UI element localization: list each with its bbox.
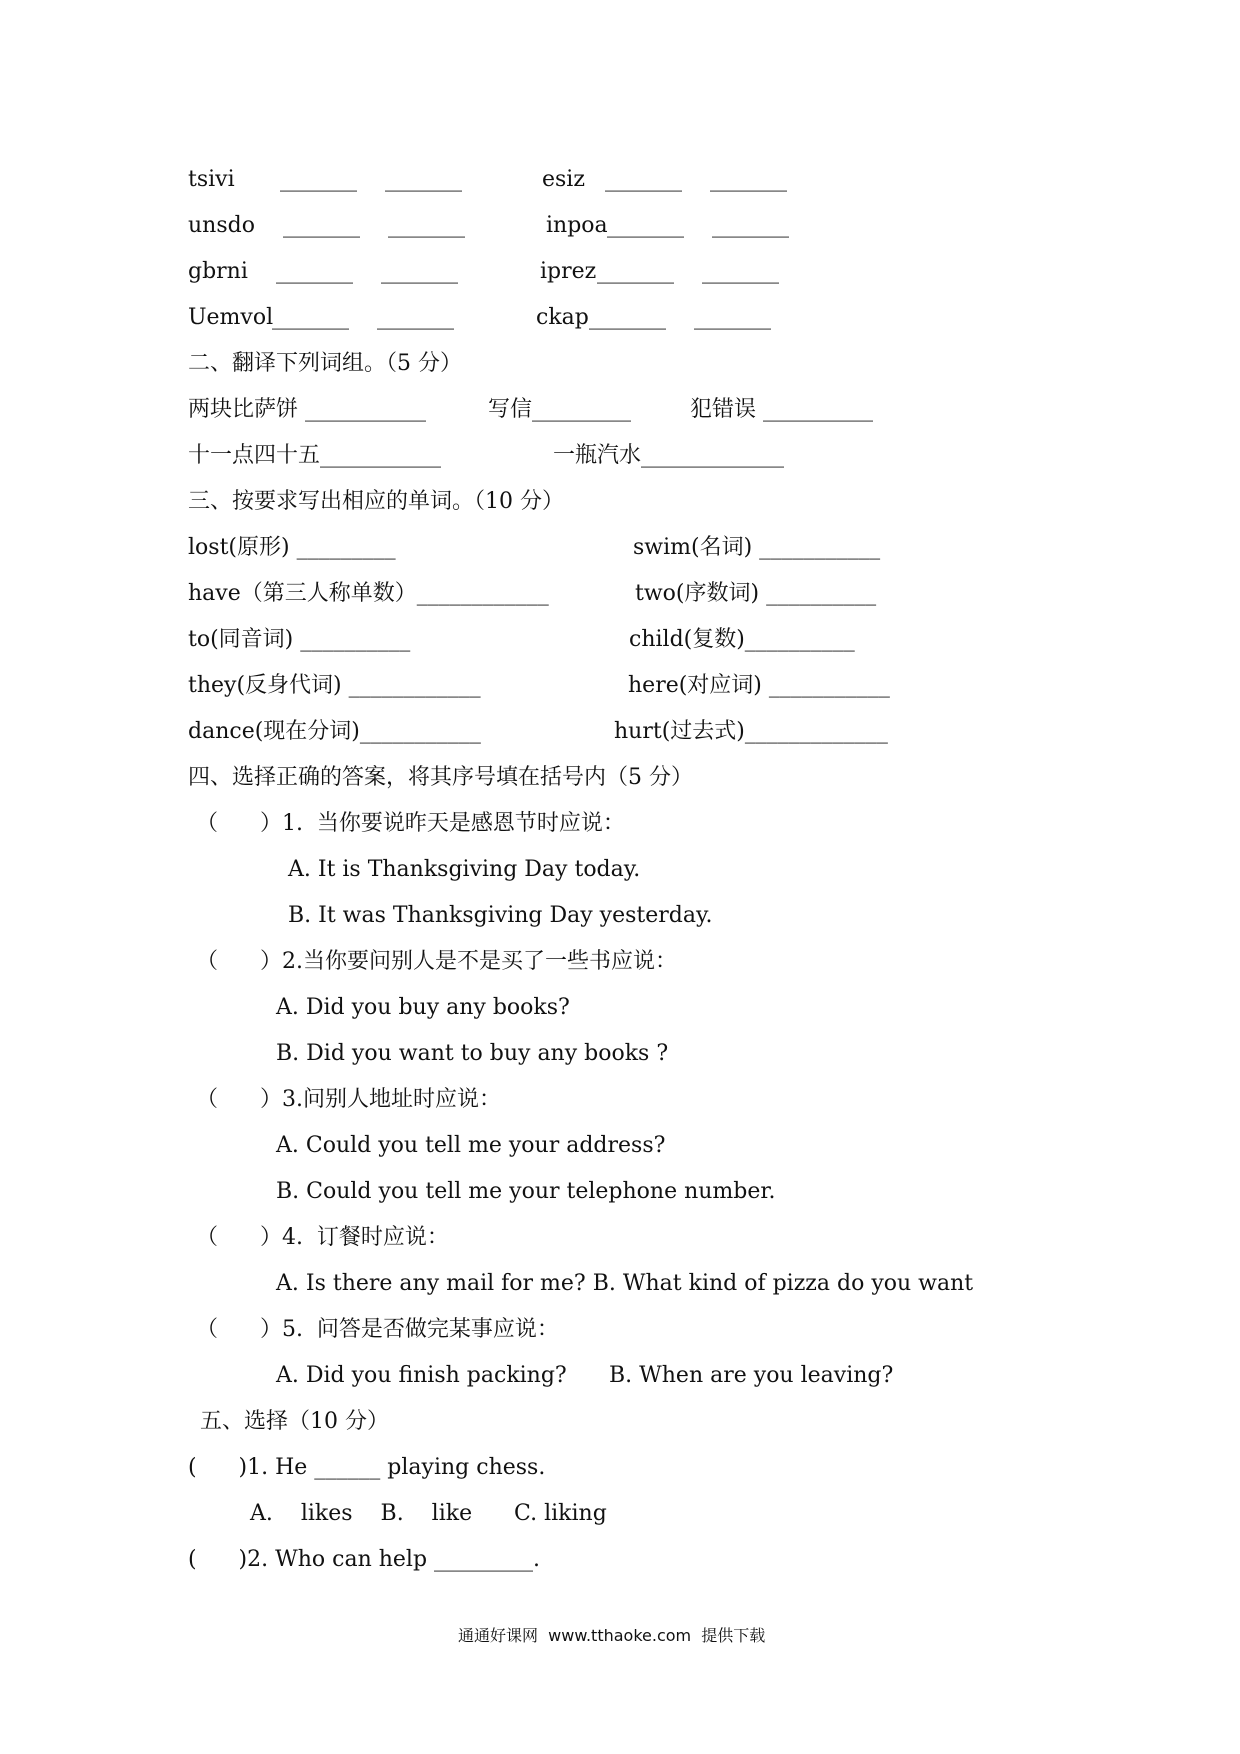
scramble-word: esiz — [542, 167, 585, 192]
answer-blanks[interactable]: _______ _______ — [605, 167, 787, 192]
section-heading: 五、选择（10 分） — [200, 1409, 389, 1434]
translation-item[interactable]: 一瓶汽水_____________ — [553, 443, 785, 468]
section-heading: 二、翻译下列词组。（5 分） — [188, 351, 462, 376]
option: A. It is Thanksgiving Day today. — [288, 857, 641, 882]
question[interactable]: ( )1. He ______ playing chess. — [188, 1455, 546, 1480]
option: A. Is there any mail for me? B. What kind of pizza do you want — [276, 1271, 974, 1296]
answer-blanks[interactable]: _______ _______ — [276, 259, 458, 284]
word-form-item[interactable]: hurt(过去式)_____________ — [614, 719, 888, 744]
scramble-word: gbrni — [188, 259, 248, 284]
answer-blanks[interactable]: _______ _______ — [597, 259, 779, 284]
question[interactable]: （ ）1. 当你要说昨天是感恩节时应说： — [196, 811, 625, 836]
question[interactable]: （ ）3.问别人地址时应说： — [196, 1087, 501, 1112]
word-form-item[interactable]: child(复数)__________ — [629, 627, 855, 652]
option: A. Did you buy any books? — [276, 995, 570, 1020]
translation-item[interactable]: 两块比萨饼 ___________ — [188, 397, 426, 422]
answer-blanks[interactable]: _______ _______ — [272, 305, 454, 330]
question[interactable]: （ ）2.当你要问别人是不是买了一些书应说： — [196, 949, 677, 974]
answer-blanks[interactable]: _______ _______ — [589, 305, 771, 330]
answer-blanks[interactable]: _______ _______ — [283, 213, 465, 238]
word-form-item[interactable]: two(序数词) __________ — [635, 581, 877, 606]
translation-item[interactable]: 十一点四十五___________ — [188, 443, 442, 468]
option: A. Could you tell me your address? — [276, 1133, 666, 1158]
translation-item[interactable]: 犯错误 __________ — [690, 397, 873, 422]
question[interactable]: （ ）4. 订餐时应说： — [196, 1225, 449, 1250]
word-form-item[interactable]: have（第三人称单数）____________ — [188, 581, 549, 606]
word-form-item[interactable]: here(对应词) ___________ — [628, 673, 890, 698]
answer-blanks[interactable]: _______ _______ — [280, 167, 462, 192]
option: B. Did you want to buy any books ? — [276, 1041, 669, 1066]
scramble-word: unsdo — [188, 213, 255, 238]
translation-item[interactable]: 写信_________ — [488, 397, 632, 422]
word-form-item[interactable]: to(同音词) __________ — [188, 627, 411, 652]
section-heading: 三、按要求写出相应的单词。（10 分） — [188, 489, 564, 514]
word-form-item[interactable]: lost(原形) _________ — [188, 535, 396, 560]
scramble-word: ckap — [536, 305, 589, 330]
option: B. When are you leaving? — [609, 1363, 894, 1388]
scramble-word: inpoa — [546, 213, 608, 238]
word-form-item[interactable]: dance(现在分词)___________ — [188, 719, 481, 744]
option: B. It was Thanksgiving Day yesterday. — [288, 903, 713, 928]
option: A. likes B. like C. liking — [250, 1501, 607, 1526]
question[interactable]: ( )2. Who can help _________. — [188, 1547, 541, 1572]
question[interactable]: （ ）5. 问答是否做完某事应说： — [196, 1317, 559, 1342]
answer-blanks[interactable]: _______ _______ — [607, 213, 789, 238]
scramble-word: tsivi — [188, 167, 235, 192]
section-heading: 四、选择正确的答案，将其序号填在括号内（5 分） — [188, 765, 693, 790]
word-form-item[interactable]: they(反身代词) ____________ — [188, 673, 481, 698]
scramble-word: iprez — [540, 259, 597, 284]
scramble-word: Uemvol — [188, 305, 274, 330]
word-form-item[interactable]: swim(名词) ___________ — [633, 535, 881, 560]
option: B. Could you tell me your telephone number. — [276, 1179, 776, 1204]
footer-credit: 通通好课网 www.tthaoke.com 提供下载 — [458, 1626, 766, 1645]
option: A. Did you finish packing? — [276, 1363, 567, 1388]
